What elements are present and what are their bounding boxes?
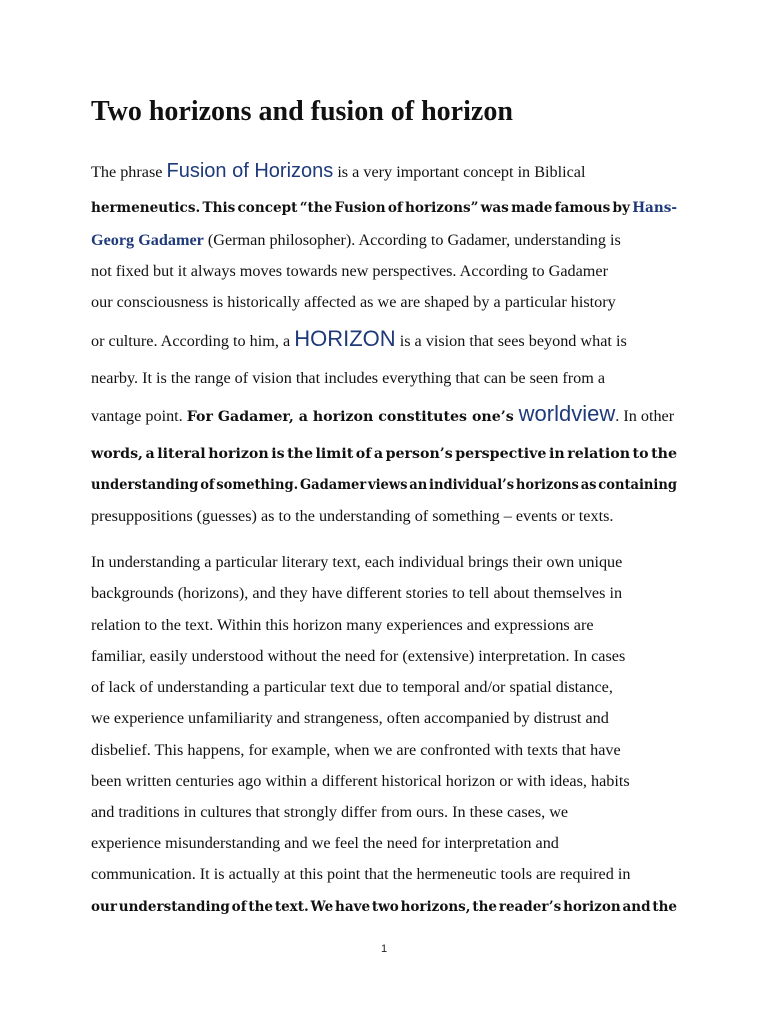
- paragraph-line: our consciousness is historically affected as we are shaped by a particular history: [91, 293, 616, 311]
- text-run: (German philosopher). According to Gadamer, understanding is: [203, 231, 621, 249]
- text-run: vantage point.: [91, 407, 187, 425]
- paragraph-line: [91, 470, 678, 500]
- paragraph-line: words, a literal horizon is the limit of a person’s perspective in relation to the: [91, 446, 677, 462]
- paragraph-line: familiar, easily understood without the need for (extensive) interpretation. In cases: [91, 647, 626, 665]
- text-run: is a vision that sees beyond what is: [395, 332, 627, 350]
- paragraph-line: [91, 156, 677, 186]
- paragraph-line: [91, 324, 677, 354]
- paragraph-line: not fixed but it always moves towards new perspectives. According to Gadamer: [91, 262, 608, 280]
- paragraph-line: relation to the text. Within this horizon many experiences and expressions are: [91, 616, 594, 634]
- highlight-horizon: HORIZON: [294, 326, 396, 351]
- text-run: or culture. According to him, a: [91, 332, 295, 350]
- author-name-part: Hans-: [632, 200, 678, 216]
- paragraph-line: communication. It is actually at this point that the hermeneutic tools are required in: [91, 865, 631, 883]
- text-run: hermeneutics. This concept “the Fusion of horizons” was made famous by: [91, 200, 633, 216]
- paragraph-line: we experience unfamiliarity and strangeness, often accompanied by distrust and: [91, 709, 609, 727]
- paragraph-line: [91, 193, 678, 223]
- paragraph-line: of lack of understanding a particular text due to temporal and/or spatial distance,: [91, 678, 613, 696]
- paragraph-line: disbelief. This happens, for example, when we are confronted with texts that have: [91, 741, 621, 759]
- text-run-bold: understanding of something: [91, 477, 294, 493]
- author-name: Georg Gadamer: [91, 231, 204, 249]
- highlight-fusion-of-horizons: Fusion of Horizons: [166, 160, 334, 182]
- page-title: Two horizons and fusion of horizon: [91, 96, 513, 127]
- paragraph-line: presuppositions (guesses) as to the understanding of something – events or texts.: [91, 507, 614, 525]
- highlight-worldview: worldview: [518, 401, 616, 426]
- paragraph-line: [91, 225, 677, 255]
- paragraph-line: [91, 399, 677, 429]
- paragraph-line: backgrounds (horizons), and they have different stories to tell about themselves in: [91, 584, 623, 602]
- paragraph-line: nearby. It is the range of vision that includes everything that can be seen from a: [91, 369, 606, 387]
- paragraph-line: been written centuries ago within a different historical horizon or with ideas, habits: [91, 772, 630, 790]
- text-run: . In other: [615, 407, 675, 425]
- text-run-bold: For Gadamer, a horizon constitutes one’s: [186, 409, 519, 425]
- text-run-bold: . Gadamer views an individual’s horizons as containing: [293, 477, 678, 493]
- text-run: The phrase: [91, 163, 167, 181]
- paragraph-line: and traditions in cultures that strongly differ from ours. In these cases, we: [91, 803, 569, 821]
- paragraph-line: experience misunderstanding and we feel the need for interpretation and: [91, 834, 559, 852]
- paragraph-line: our understanding of the text. We have two horizons, the reader’s horizon and the: [91, 899, 678, 915]
- page-number: 1: [380, 943, 388, 955]
- paragraph-line: In understanding a particular literary text, each individual brings their own unique: [91, 553, 623, 571]
- text-run: is a very important concept in Biblical: [333, 163, 586, 181]
